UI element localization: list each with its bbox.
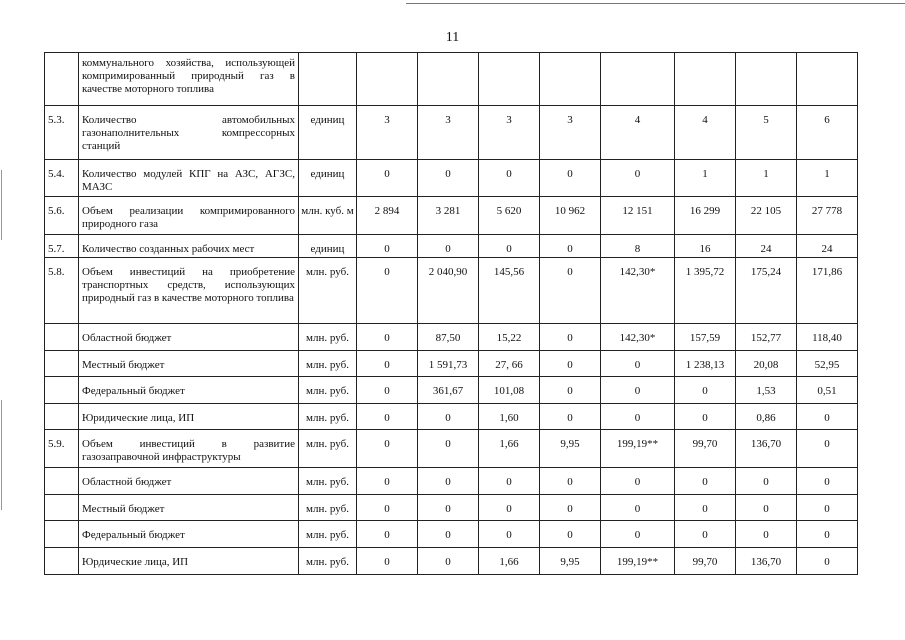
unit-cell: млн. руб. <box>299 351 357 377</box>
value-cell: 0 <box>797 495 858 521</box>
value-cell: 0 <box>357 377 418 404</box>
table-row <box>45 258 858 324</box>
unit-cell: единиц <box>299 235 357 258</box>
value-cell: 0 <box>357 258 418 324</box>
value-cell: 4 <box>675 106 736 160</box>
value-cell: 87,50 <box>418 324 479 351</box>
value-cell: 3 <box>357 106 418 160</box>
value-cell: 0 <box>540 468 601 495</box>
value-cell: 0 <box>675 377 736 404</box>
value-cell: 12 151 <box>601 197 675 235</box>
value-cell: 0 <box>601 160 675 197</box>
value-cell <box>675 53 736 106</box>
value-cell: 0 <box>540 235 601 258</box>
value-cell: 0 <box>540 521 601 548</box>
value-cell: 1 238,13 <box>675 351 736 377</box>
value-cell: 0 <box>357 521 418 548</box>
table-row <box>45 197 858 235</box>
value-cell: 1,66 <box>479 548 540 575</box>
table-row <box>45 351 858 377</box>
value-cell: 0 <box>601 404 675 430</box>
value-cell: 0 <box>357 160 418 197</box>
value-cell: 0 <box>357 324 418 351</box>
left-edge-mark <box>1 170 2 240</box>
value-cell: 10 962 <box>540 197 601 235</box>
value-cell: 199,19** <box>601 548 675 575</box>
indicator-name: Местный бюджет <box>79 495 299 521</box>
indicator-name: Объем инвестиций в развитие газозаправочной инфраструктуры <box>79 430 299 468</box>
indicator-name: Количество модулей КПГ на АЗС, АГЗС, МАЗС <box>79 160 299 197</box>
indicator-name: Областной бюджет <box>79 468 299 495</box>
value-cell: 0 <box>418 430 479 468</box>
row-number <box>45 521 79 548</box>
value-cell: 0 <box>357 235 418 258</box>
value-cell: 175,24 <box>736 258 797 324</box>
row-number <box>45 404 79 430</box>
value-cell: 0 <box>357 351 418 377</box>
page-number: 11 <box>445 30 460 45</box>
value-cell: 142,30* <box>601 258 675 324</box>
table-row <box>45 548 858 575</box>
value-cell: 9,95 <box>540 548 601 575</box>
value-cell: 0 <box>675 468 736 495</box>
value-cell: 0 <box>357 404 418 430</box>
value-cell: 3 <box>479 106 540 160</box>
unit-cell: единиц <box>299 160 357 197</box>
value-cell: 20,08 <box>736 351 797 377</box>
value-cell: 0 <box>797 404 858 430</box>
row-number <box>45 324 79 351</box>
value-cell <box>479 53 540 106</box>
value-cell: 0 <box>675 495 736 521</box>
value-cell: 0 <box>357 495 418 521</box>
value-cell: 1,60 <box>479 404 540 430</box>
value-cell: 0 <box>418 521 479 548</box>
value-cell: 0 <box>601 377 675 404</box>
row-number: 5.7. <box>45 235 79 258</box>
table-row <box>45 53 858 106</box>
value-cell: 0 <box>540 495 601 521</box>
value-cell: 1 395,72 <box>675 258 736 324</box>
row-number <box>45 495 79 521</box>
unit-cell: млн. руб. <box>299 548 357 575</box>
value-cell: 0,86 <box>736 404 797 430</box>
value-cell <box>736 53 797 106</box>
table-row <box>45 404 858 430</box>
value-cell: 9,95 <box>540 430 601 468</box>
value-cell: 136,70 <box>736 430 797 468</box>
unit-cell: млн. руб. <box>299 430 357 468</box>
table-body <box>45 53 858 575</box>
value-cell: 145,56 <box>479 258 540 324</box>
value-cell <box>601 53 675 106</box>
value-cell: 1,53 <box>736 377 797 404</box>
value-cell: 16 <box>675 235 736 258</box>
value-cell: 1 <box>675 160 736 197</box>
table-row <box>45 430 858 468</box>
table-row <box>45 377 858 404</box>
value-cell: 0 <box>736 468 797 495</box>
table-row <box>45 235 858 258</box>
value-cell: 8 <box>601 235 675 258</box>
value-cell: 0 <box>418 235 479 258</box>
value-cell: 0 <box>418 404 479 430</box>
value-cell <box>418 53 479 106</box>
row-number <box>45 377 79 404</box>
value-cell: 1 591,73 <box>418 351 479 377</box>
value-cell: 1 <box>736 160 797 197</box>
value-cell: 0 <box>797 548 858 575</box>
row-number: 5.8. <box>45 258 79 324</box>
row-number: 5.6. <box>45 197 79 235</box>
value-cell: 0 <box>675 521 736 548</box>
value-cell: 136,70 <box>736 548 797 575</box>
value-cell: 0 <box>540 351 601 377</box>
value-cell: 99,70 <box>675 430 736 468</box>
value-cell: 0 <box>357 468 418 495</box>
value-cell: 0 <box>418 548 479 575</box>
value-cell: 24 <box>736 235 797 258</box>
value-cell: 15,22 <box>479 324 540 351</box>
indicator-name: Юрдические лица, ИП <box>79 548 299 575</box>
value-cell: 0 <box>601 495 675 521</box>
value-cell: 199,19** <box>601 430 675 468</box>
unit-cell <box>299 53 357 106</box>
indicator-name: Объем инвестиций на приобретение транспортных средств, использующих природный газ в качестве моторного топлива <box>79 258 299 324</box>
table-row <box>45 495 858 521</box>
indicator-name: Федеральный бюджет <box>79 377 299 404</box>
value-cell: 101,08 <box>479 377 540 404</box>
value-cell <box>540 53 601 106</box>
value-cell: 6 <box>797 106 858 160</box>
row-number <box>45 548 79 575</box>
value-cell: 0 <box>736 521 797 548</box>
table-row <box>45 324 858 351</box>
row-number <box>45 53 79 106</box>
table-row <box>45 521 858 548</box>
value-cell: 0 <box>601 351 675 377</box>
value-cell <box>797 53 858 106</box>
indicators-table <box>44 52 858 575</box>
unit-cell: млн. руб. <box>299 258 357 324</box>
value-cell: 0 <box>540 160 601 197</box>
value-cell: 0 <box>479 521 540 548</box>
top-rule <box>406 3 905 4</box>
indicator-name: коммунального хозяйства, использующей компримированный природный газ в качестве моторного топлива <box>79 53 299 106</box>
value-cell: 0 <box>418 160 479 197</box>
value-cell: 0 <box>736 495 797 521</box>
value-cell: 0,51 <box>797 377 858 404</box>
value-cell: 0 <box>479 468 540 495</box>
value-cell: 0 <box>479 495 540 521</box>
unit-cell: млн. руб. <box>299 468 357 495</box>
value-cell: 0 <box>357 430 418 468</box>
indicator-name: Местный бюджет <box>79 351 299 377</box>
value-cell: 0 <box>418 468 479 495</box>
value-cell: 52,95 <box>797 351 858 377</box>
unit-cell: млн. руб. <box>299 324 357 351</box>
value-cell: 5 620 <box>479 197 540 235</box>
indicator-name: Количество созданных рабочих мест <box>79 235 299 258</box>
value-cell: 0 <box>357 548 418 575</box>
value-cell: 5 <box>736 106 797 160</box>
value-cell: 2 894 <box>357 197 418 235</box>
value-cell: 171,86 <box>797 258 858 324</box>
value-cell: 361,67 <box>418 377 479 404</box>
value-cell: 22 105 <box>736 197 797 235</box>
unit-cell: млн. руб. <box>299 521 357 548</box>
value-cell: 0 <box>479 160 540 197</box>
value-cell: 99,70 <box>675 548 736 575</box>
row-number: 5.9. <box>45 430 79 468</box>
table-row <box>45 160 858 197</box>
table-row <box>45 468 858 495</box>
value-cell: 2 040,90 <box>418 258 479 324</box>
value-cell: 16 299 <box>675 197 736 235</box>
unit-cell: единиц <box>299 106 357 160</box>
unit-cell: млн. куб. м <box>299 197 357 235</box>
value-cell: 0 <box>479 235 540 258</box>
unit-cell: млн. руб. <box>299 404 357 430</box>
value-cell: 0 <box>601 468 675 495</box>
value-cell: 3 <box>418 106 479 160</box>
value-cell: 152,77 <box>736 324 797 351</box>
row-number <box>45 351 79 377</box>
indicator-name: Областной бюджет <box>79 324 299 351</box>
indicator-name: Юридические лица, ИП <box>79 404 299 430</box>
value-cell <box>357 53 418 106</box>
value-cell: 24 <box>797 235 858 258</box>
value-cell: 157,59 <box>675 324 736 351</box>
value-cell: 0 <box>540 324 601 351</box>
value-cell: 27 778 <box>797 197 858 235</box>
table-row <box>45 106 858 160</box>
indicator-name: Объем реализации компримированного природного газа <box>79 197 299 235</box>
value-cell: 0 <box>797 430 858 468</box>
value-cell: 0 <box>418 495 479 521</box>
value-cell: 0 <box>797 521 858 548</box>
indicator-name: Федеральный бюджет <box>79 521 299 548</box>
value-cell: 0 <box>601 521 675 548</box>
value-cell: 0 <box>540 404 601 430</box>
value-cell: 1 <box>797 160 858 197</box>
value-cell: 142,30* <box>601 324 675 351</box>
unit-cell: млн. руб. <box>299 377 357 404</box>
row-number: 5.3. <box>45 106 79 160</box>
value-cell: 0 <box>797 468 858 495</box>
unit-cell: млн. руб. <box>299 495 357 521</box>
value-cell: 27, 66 <box>479 351 540 377</box>
row-number: 5.4. <box>45 160 79 197</box>
value-cell: 1,66 <box>479 430 540 468</box>
row-number <box>45 468 79 495</box>
value-cell: 3 281 <box>418 197 479 235</box>
value-cell: 3 <box>540 106 601 160</box>
value-cell: 4 <box>601 106 675 160</box>
indicator-name: Количество автомобильных газонаполнительных компрессорных станций <box>79 106 299 160</box>
left-edge-mark <box>1 400 2 510</box>
value-cell: 0 <box>540 258 601 324</box>
value-cell: 0 <box>675 404 736 430</box>
value-cell: 0 <box>540 377 601 404</box>
value-cell: 118,40 <box>797 324 858 351</box>
